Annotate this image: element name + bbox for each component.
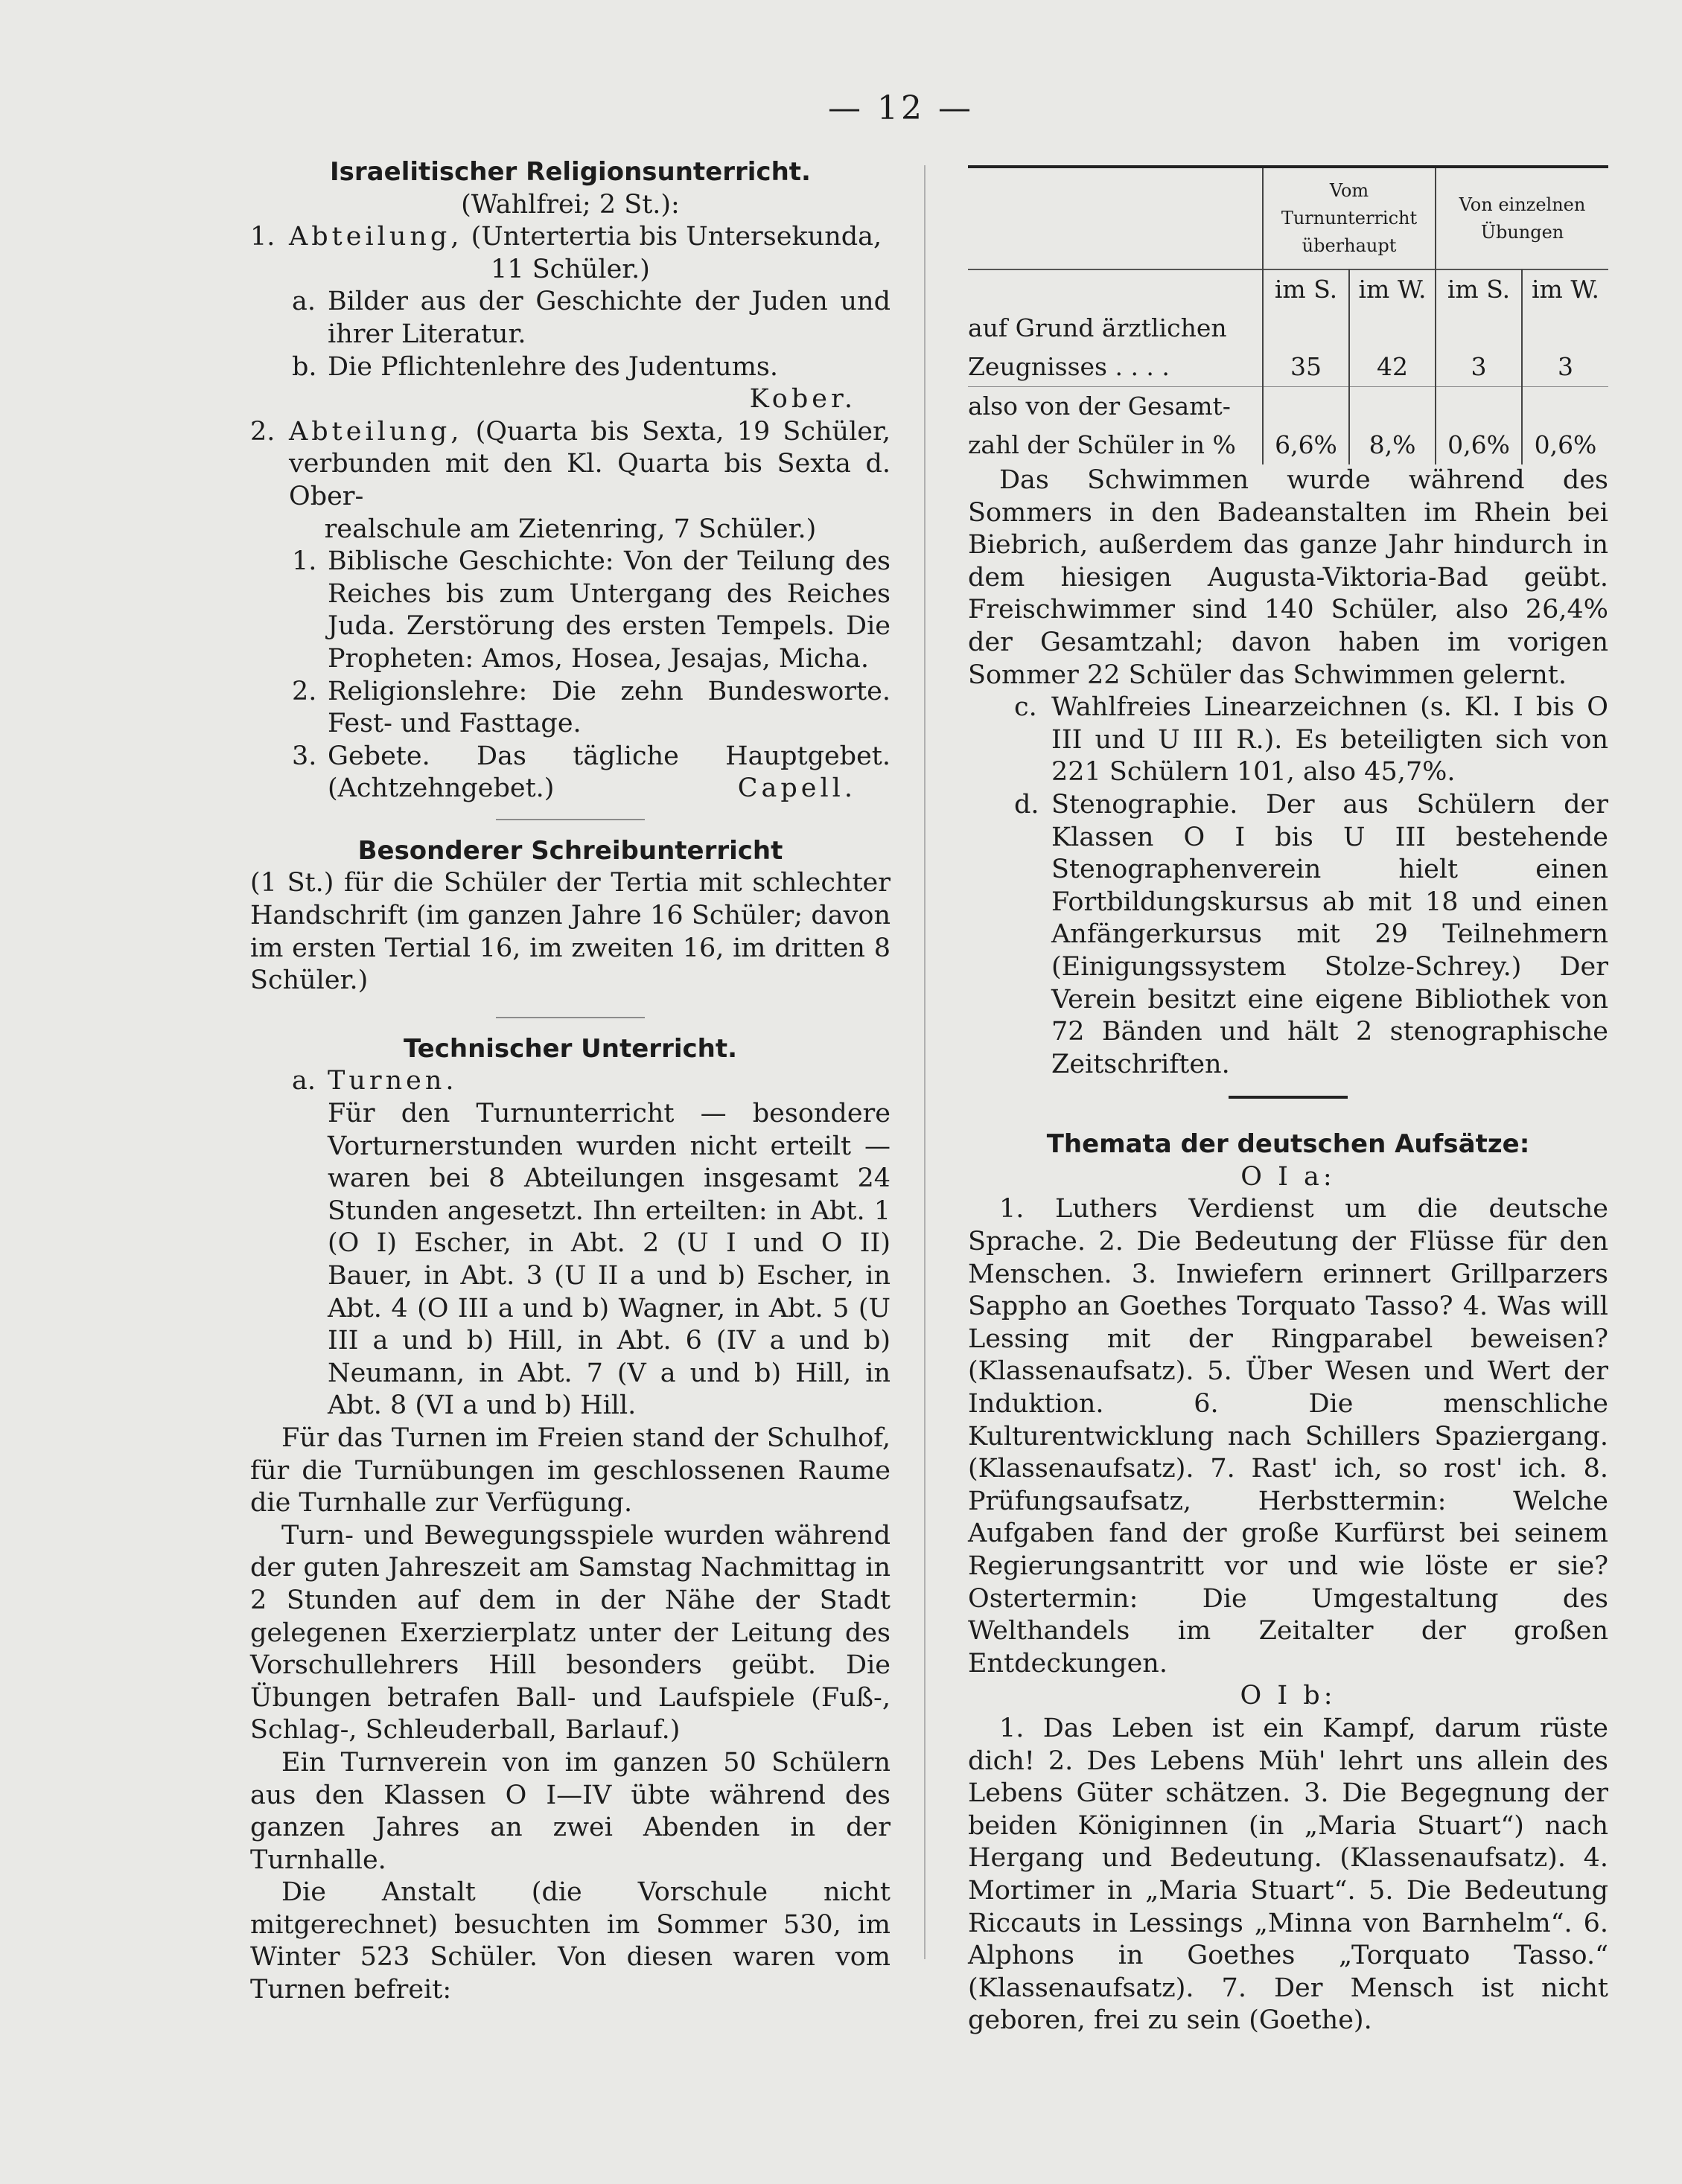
table-subheader-row bbox=[968, 269, 1608, 309]
item-text: Bilder aus der Geschichte der Juden und ihrer Literatur. bbox=[328, 287, 891, 349]
left-column bbox=[250, 156, 891, 2007]
religion-item-b bbox=[250, 351, 891, 384]
section-separator bbox=[496, 819, 645, 820]
section-separator bbox=[496, 1017, 645, 1018]
technical-heading: Technischer Unterricht. bbox=[403, 1033, 738, 1064]
right-column bbox=[968, 165, 1608, 2037]
technical-paragraph-4: Ein Turnverein von im ganzen 50 Schülern aus den Klassen O I—IV übte während des ganzen Jahres an zwei Abenden in der Turnhalle. bbox=[250, 1747, 891, 1875]
item-d bbox=[968, 789, 1608, 1081]
religion-item-a bbox=[250, 286, 891, 351]
technical-paragraph-5: Die Anstalt (die Vorschule nicht mitgerechnet) besuchten im Sommer 530, im Winter 523 Schüler. Von diesen waren vom Turnen befreit: bbox=[250, 1877, 891, 2005]
division-label: Abteilung, bbox=[289, 416, 463, 447]
table-header-row bbox=[968, 167, 1608, 269]
division-continuation: 11 Schüler.) bbox=[491, 254, 650, 284]
table-cell: 3 bbox=[1522, 348, 1608, 387]
writing-heading: Besonderer Schreibunterricht bbox=[357, 835, 783, 866]
division-label: Abteilung, bbox=[289, 222, 463, 252]
item-c bbox=[968, 692, 1608, 789]
religion-division-2 bbox=[250, 416, 891, 514]
class-heading-oib: O I b: bbox=[1240, 1681, 1337, 1711]
table-row bbox=[968, 309, 1608, 348]
row-label: Zeugnisses . . . . bbox=[968, 352, 1170, 381]
table-cell: 35 bbox=[1263, 348, 1349, 387]
item-letter: b. bbox=[292, 351, 317, 382]
table-row bbox=[968, 387, 1608, 427]
subheader-cell: im S. bbox=[1436, 269, 1522, 309]
item-number: 3. bbox=[292, 741, 317, 771]
technical-paragraph-2: Für das Turnen im Freien stand der Schulhof, für die Turnübungen im geschlossenen Raume die Turnhalle zur Verfügung. bbox=[250, 1423, 891, 1519]
row-label: zahl der Schüler in % bbox=[968, 430, 1236, 459]
division-continuation: realschule am Zietenring, 7 Schüler.) bbox=[324, 514, 817, 544]
item-letter: a. bbox=[292, 1066, 316, 1096]
exemption-table bbox=[968, 165, 1608, 464]
exemption-table-wrap bbox=[968, 165, 1608, 464]
item-text: Wahlfreies Linearzeichnen (s. Kl. I bis O III und U III R.). Es beteiligten sich von 221 Schülern 101, also 45,7%. bbox=[1051, 692, 1608, 788]
subheader-cell: im W. bbox=[1522, 269, 1608, 309]
row-label: also von der Gesamt- bbox=[968, 392, 1231, 421]
subheader-cell: im W. bbox=[1349, 269, 1436, 309]
table-cell: 3 bbox=[1436, 348, 1522, 387]
teacher-name-2: Capell. bbox=[737, 773, 856, 804]
item-number: 2. bbox=[292, 676, 317, 706]
table-cell: 42 bbox=[1349, 348, 1436, 387]
subheader-cell: im S. bbox=[1263, 269, 1349, 309]
technical-paragraph-3: Turn- und Bewegungsspiele wurden während der guten Jahreszeit am Samstag Nachmittag in 2 Stunden auf dem in der Nähe der Stadt gelegenen Exerzierplatz unter der Leitung des Vorschullehrers Hill besonders geübt. Die Übungen betrafen Ball- und Laufspiele (Fuß-, Schlag-, Schleuderball, Barlauf.) bbox=[250, 1520, 891, 1746]
religion-item-1 bbox=[250, 546, 891, 675]
table-row bbox=[968, 426, 1608, 464]
table-row bbox=[968, 348, 1608, 387]
teacher-name-1: Kober. bbox=[749, 384, 856, 415]
division-number: 2. bbox=[250, 416, 275, 447]
page-number: — 12 — bbox=[828, 89, 974, 127]
item-number: 1. bbox=[292, 546, 317, 577]
item-text: Stenographie. Der aus Schülern der Klassen O I bis U III bestehende Stenographenverein hielt einen Fortbildungskursus ab mit 18 und einen Anfängerkursus mit 29 Teilnehmern (Einigungssystem Stolze-Schrey.) Der Verein besitzt eine eigene Bibliothek von 72 Bänden und hält 2 stenographische Zeitschriften. bbox=[1051, 789, 1608, 1079]
row-label: auf Grund ärztlichen bbox=[968, 313, 1227, 342]
class-heading-oia: O I a: bbox=[1240, 1161, 1336, 1192]
item-letter: a. bbox=[292, 287, 316, 317]
division-number: 1. bbox=[250, 222, 275, 252]
themes-oia-text: 1. Luthers Verdienst um die deutsche Sprache. 2. Die Bedeutung der Flüsse für den Menschen. 3. Inwiefern erinnert Grillparzers Sappho an Goethes Torquato Tasso? 4. Was will Lessing mit der Ringparabel beweisen? (Klassenaufsatz). 5. Über Wesen und Wert der Induktion. 6. Die menschliche Kulturentwicklung nach Schillers Spaziergang. (Klassenaufsatz). 7. Rast' ich, so rost' ich. 8. Prüfungsaufsatz, Herbsttermin: Welche Aufgaben fand der große Kurfürst bei seinem Regierungsantritt vor und wie löste er sie? Ostertermin: Die Umgestaltung des Welthandels im Zeitalter der großen Entdeckungen. bbox=[968, 1194, 1608, 1679]
religion-heading: Israelitischer Religionsunterricht. bbox=[330, 157, 811, 187]
column-divider bbox=[924, 165, 926, 1959]
item-text: Gebete. Das tägliche Hauptgebet. (Achtzehngebet.) bbox=[328, 741, 891, 804]
table-cell: 6,6% bbox=[1263, 426, 1349, 464]
division-text: (Untertertia bis Untersekunda, bbox=[462, 222, 882, 252]
technical-item-a bbox=[250, 1065, 891, 1098]
item-text: Die Pflichtenlehre des Judentums. bbox=[328, 351, 778, 382]
item-letter: c. bbox=[1014, 692, 1037, 723]
religion-subtitle: (Wahlfrei; 2 St.): bbox=[461, 189, 680, 220]
header-group-gymnastics: Vom Turnunterricht überhaupt bbox=[1263, 167, 1436, 269]
table-cell: 0,6% bbox=[1436, 426, 1522, 464]
themes-oib-text: 1. Das Leben ist ein Kampf, darum rüste dich! 2. Des Lebens Müh' lehrt uns allein des Lebens Güter schätzen. 3. Die Begegnung der beiden Königinnen (in „Maria Stuart“) nach Hergang und Bedeutung. (Klassenaufsatz). 4. Mortimer in „Maria Stuart“. 5. Die Bedeutung Riccauts in Lessings „Minna von Barnhelm“. 6. Alphons in Goethes „Torquato Tasso.“ (Klassenaufsatz). 7. Der Mensch ist nicht geboren, frei zu sein (Goethe). bbox=[968, 1713, 1608, 2036]
swimming-paragraph: Das Schwimmen wurde während des Sommers in den Badeanstalten im Rhein bei Biebrich, außerdem das ganze Jahr hindurch in dem hiesigen Augusta-Viktoria-Bad geübt. Freischwimmer sind 140 Schüler, also 26,4% der Gesamtzahl; davon haben im vorigen Sommer 22 Schüler das Schwimmen gelernt. bbox=[968, 465, 1608, 690]
item-letter: d. bbox=[1014, 789, 1039, 820]
table-cell: 8,% bbox=[1349, 426, 1436, 464]
item-text: Religionslehre: Die zehn Bundesworte. Fest- und Fasttage. bbox=[328, 676, 891, 739]
division-text: (Quarta bis Sexta, 19 Schüler, verbunden mit den Kl. Quarta bis Sexta d. Ober- bbox=[289, 416, 891, 511]
technical-paragraph-1: Für den Turnunterricht — besondere Vorturnerstunden wurden nicht erteilt — waren bei 8 Abteilungen insgesamt 24 Stunden angesetzt. Ihn erteilten: in Abt. 1 (O I) Escher, in Abt. 2 (U I und O II) Bauer, in Abt. 3 (U II a und b) Escher, in Abt. 4 (O III a und b) Wagner, in Abt. 5 (U III a und b) Hill, in Abt. 6 (IV a und b) Neumann, in Abt. 7 (V a und b) Hill, in Abt. 8 (VI a und b) Hill. bbox=[328, 1099, 891, 1421]
subheader-empty bbox=[968, 269, 1263, 309]
table-cell: 0,6% bbox=[1522, 426, 1608, 464]
religion-item-2 bbox=[250, 676, 891, 741]
section-separator bbox=[1229, 1096, 1348, 1099]
item-heading: Turnen. bbox=[328, 1066, 458, 1096]
themes-heading: Themata der deutschen Aufsätze: bbox=[1046, 1129, 1530, 1160]
header-empty bbox=[968, 167, 1263, 269]
religion-division-1 bbox=[250, 221, 891, 254]
item-text: Biblische Geschichte: Von der Teilung des Reiches bis zum Untergang des Reiches Juda. Zerstörung des ersten Tempels. Die Propheten: Amos, Hosea, Jesajas, Micha. bbox=[328, 546, 891, 674]
header-group-exercises: Von einzelnen Übungen bbox=[1436, 167, 1608, 269]
writing-text: (1 St.) für die Schüler der Tertia mit schlechter Handschrift (im ganzen Jahre 16 Schüler; davon im ersten Tertial 16, im zweiten 16, im dritten 8 Schüler.) bbox=[250, 868, 891, 996]
